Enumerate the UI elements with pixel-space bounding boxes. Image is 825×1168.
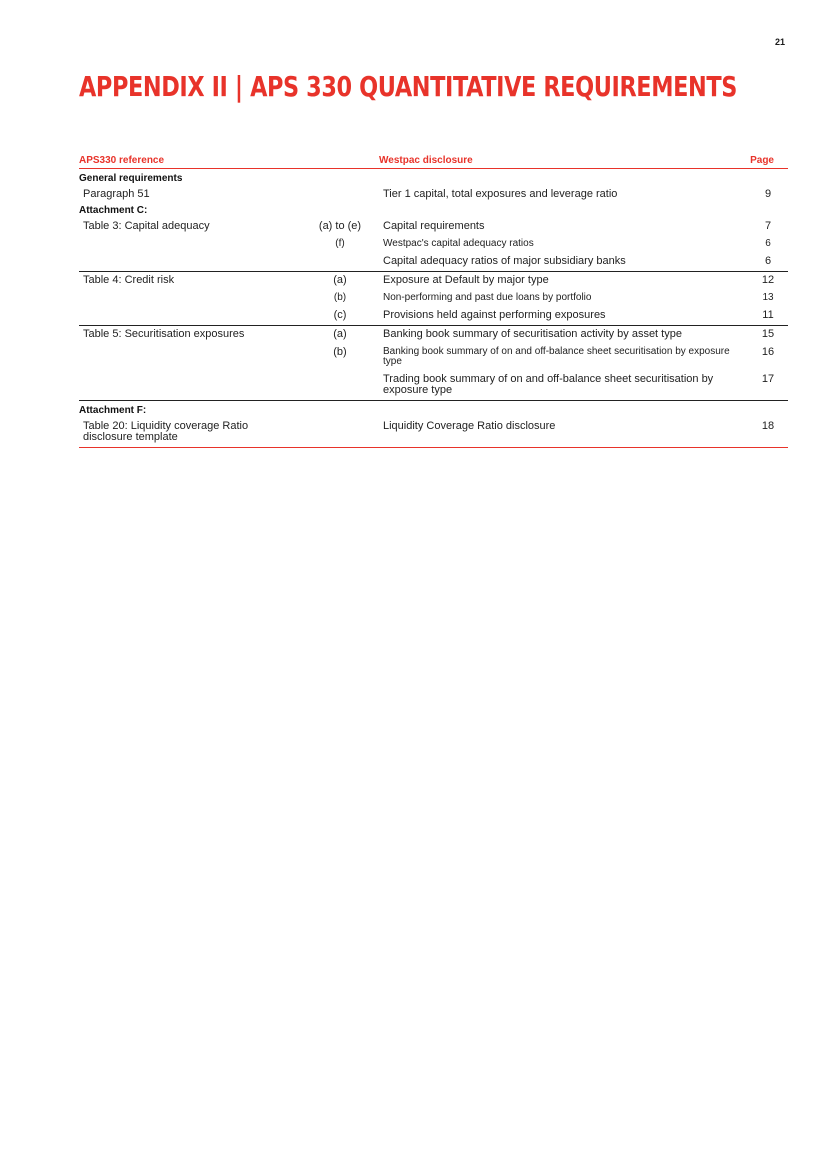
section-general-requirements: General requirements xyxy=(79,173,183,184)
row-reference xyxy=(79,239,297,249)
row-page: 12 xyxy=(761,274,775,286)
table-row xyxy=(79,307,788,326)
row-page: 13 xyxy=(762,292,774,303)
row-subsection: (c) xyxy=(333,309,347,321)
row-reference: Table 5: Securitisation exposures xyxy=(83,328,245,340)
row-disclosure: Exposure at Default by major type xyxy=(383,274,549,286)
table-row xyxy=(79,418,788,448)
row-disclosure: Banking book summary of securitisation activity by asset type xyxy=(383,328,682,340)
table-row xyxy=(79,236,788,253)
row-disclosure: Capital adequacy ratios of major subsidiary banks xyxy=(383,255,626,267)
row-subsection: (b) xyxy=(333,292,347,303)
section-attachment-c: Attachment C: xyxy=(79,205,148,216)
row-disclosure: Banking book summary of on and off-balance sheet securitisation by exposure type xyxy=(383,346,730,367)
table-row xyxy=(79,326,788,344)
row-page: 7 xyxy=(764,220,772,232)
row-reference xyxy=(79,293,297,303)
row-reference xyxy=(79,347,297,367)
row-disclosure: Trading book summary of on and off-balance sheet securitisation by exposure type xyxy=(383,373,714,396)
row-subsection xyxy=(297,374,383,396)
row-subsection: (a) to (e) xyxy=(318,220,362,232)
table-row xyxy=(79,371,788,401)
row-disclosure: Provisions held against performing exposures xyxy=(383,309,606,321)
header-page: Page xyxy=(750,155,774,166)
page-number: 21 xyxy=(774,37,785,47)
table-row xyxy=(79,344,788,371)
table-header xyxy=(79,143,788,169)
row-disclosure: Tier 1 capital, total exposures and leverage ratio xyxy=(383,188,618,200)
row-page: 16 xyxy=(761,346,775,358)
row-page: 17 xyxy=(761,373,775,385)
row-reference: Table 3: Capital adequacy xyxy=(83,220,210,232)
row-page: 11 xyxy=(762,309,774,321)
row-reference: Table 4: Credit risk xyxy=(83,274,175,286)
row-subsection xyxy=(297,256,383,267)
row-page: 9 xyxy=(764,188,772,200)
row-subsection: (a) xyxy=(333,328,347,340)
row-subsection: (a) xyxy=(333,274,347,286)
row-disclosure: Capital requirements xyxy=(383,220,485,232)
row-subsection xyxy=(297,189,383,200)
row-disclosure: Liquidity Coverage Ratio disclosure xyxy=(383,420,556,432)
row-reference xyxy=(79,256,297,267)
row-disclosure: Westpac's capital adequacy ratios xyxy=(383,238,534,249)
requirements-table xyxy=(79,143,788,448)
row-subsection: (b) xyxy=(333,346,347,358)
table-row xyxy=(79,253,788,272)
row-reference xyxy=(79,374,297,396)
row-reference xyxy=(79,310,297,321)
header-reference: APS330 reference xyxy=(79,155,165,166)
table-row xyxy=(79,186,788,204)
row-subsection xyxy=(297,421,383,443)
row-page: 6 xyxy=(765,238,771,249)
row-disclosure: Non-performing and past due loans by portfolio xyxy=(383,292,592,303)
table-row xyxy=(79,272,788,290)
row-page: 18 xyxy=(761,420,775,432)
row-page: 6 xyxy=(764,255,772,267)
table-row xyxy=(79,218,788,236)
row-subsection: (f) xyxy=(335,238,345,249)
table-row xyxy=(79,290,788,307)
row-page: 15 xyxy=(761,328,775,340)
page-title: APPENDIX II | APS 330 QUANTITATIVE REQUIREMENTS xyxy=(79,70,737,103)
row-reference: Paragraph 51 xyxy=(83,188,150,200)
section-attachment-f: Attachment F: xyxy=(79,405,147,416)
header-disclosure: Westpac disclosure xyxy=(379,155,473,166)
row-reference: Table 20: Liquidity coverage Ratio disclosure template xyxy=(83,420,249,443)
